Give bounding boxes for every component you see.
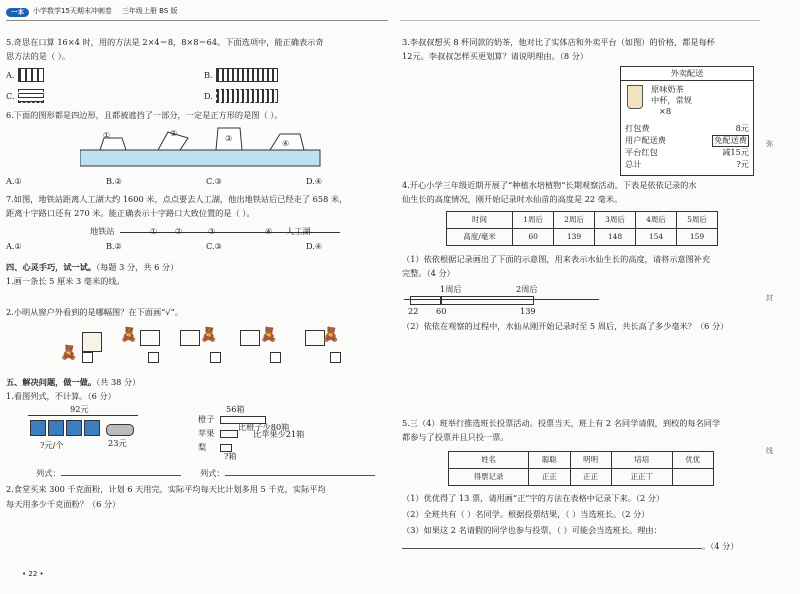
q5-options xyxy=(6,66,386,106)
bar-apple-label: 苹果 xyxy=(198,428,215,438)
segment-2 xyxy=(440,296,534,305)
q6-opt-b: B.② xyxy=(106,176,122,186)
q5-grid-b xyxy=(216,68,278,82)
sec4-note: （每题 3 分，共 6 分） xyxy=(96,262,179,272)
q5-opt-d: D. xyxy=(204,91,213,101)
header-rule-right xyxy=(400,20,760,21)
q5-text-2: 思方法的是（ ）。 xyxy=(6,51,71,61)
sec5-q2-text-1: 2.食堂买来 300 千克面粉，计划 6 天用完，实际平均每天比计划多用 5 千克，实际平均 xyxy=(6,484,326,494)
page-header xyxy=(6,6,178,18)
q7-number-line xyxy=(90,224,390,244)
cell: 时间 xyxy=(447,212,513,229)
fee-row xyxy=(625,123,749,135)
fee-row xyxy=(625,159,749,171)
delivery-card xyxy=(620,66,754,176)
teddy-bear-icon: 🧸 xyxy=(60,345,78,361)
growth-line-diagram xyxy=(404,284,604,320)
vote-table xyxy=(448,451,714,486)
r3-text-1: 3.李叔叔想买 8 杯同款的奶茶，他对比了实体店和外卖平台（如图）的价格，都是每杯 xyxy=(402,37,715,47)
fee-key: 平台红包 xyxy=(625,147,658,157)
cell: 60 xyxy=(513,229,554,246)
sec5-q1-figure-1 xyxy=(20,404,150,456)
cell: 姓名 xyxy=(449,452,529,469)
cell: 培培 xyxy=(611,452,672,469)
q7-mark-4: ④ xyxy=(265,226,273,236)
price-total-label: 92元 xyxy=(70,404,89,414)
q7-opt-a: A.① xyxy=(6,241,22,251)
q7-opt-c: C.③ xyxy=(206,241,222,251)
sec5-title: 五、解决问题，做一做。 xyxy=(6,377,97,387)
q6-label-1: ① xyxy=(103,130,111,140)
delivery-card-title: 外卖配送 xyxy=(621,67,753,81)
vote-table-row xyxy=(449,469,714,486)
formula-label-1: 列式： xyxy=(36,468,61,478)
line-label-week1: 1周后 xyxy=(440,284,462,294)
page-number: • 22 • xyxy=(22,570,44,578)
bar-apple xyxy=(220,430,238,438)
q7-opt-d: D.④ xyxy=(306,241,323,251)
r5-q1-text: （1）优优得了 13 票，请用画“正”字的方法在表格中记录下来。（2 分） xyxy=(402,493,665,503)
q6-cover-bar xyxy=(80,150,320,166)
q5-opt-c: C. xyxy=(6,91,15,101)
cell: 148 xyxy=(595,229,636,246)
formula-label-2: 列式： xyxy=(200,468,225,478)
cell: 正正丅 xyxy=(611,469,672,486)
q6-label-4: ④ xyxy=(282,138,290,148)
teddy-bear-front-icon: 🧸 xyxy=(322,327,340,343)
cell: 正正 xyxy=(529,469,570,486)
item-name: 原味奶茶 xyxy=(651,84,684,94)
q7-text-2: 距离十字路口还有 270 米。能正确表示十字路口大致位置的是（ ）。 xyxy=(6,208,255,218)
line-num-22: 22 xyxy=(408,306,419,316)
cell: 3周后 xyxy=(595,212,636,229)
cube-icon-1 xyxy=(30,420,46,436)
sec5-note: （共 38 分） xyxy=(96,377,141,387)
sec4-title: 四、心灵手巧，试一试。 xyxy=(6,262,97,272)
q6-text: 6.下面的图形都是四边形，且都被遮挡了一部分，一定是正方形的是图（ ）。 xyxy=(6,110,283,120)
segment-1 xyxy=(410,296,442,305)
sec5-heading xyxy=(6,377,140,388)
formula-1 xyxy=(36,468,181,479)
r5-q3-text: （3）如果这 2 名请假的同学也参与投票，（ ）可能会当选班长。理由： xyxy=(402,525,662,535)
sec5-q2-text-2: 每天用多少千克面粉？（6 分） xyxy=(6,499,121,509)
answer-box-1[interactable] xyxy=(82,352,93,363)
q6-opt-c: C.③ xyxy=(206,176,222,186)
cell: 明明 xyxy=(570,452,611,469)
cell: 2周后 xyxy=(554,212,595,229)
axis-line xyxy=(404,299,599,300)
item-spec: 中杯，常规 xyxy=(651,95,692,105)
book-grade: 三年级上册 BS 版 xyxy=(121,7,178,16)
price-car-label: 23元 xyxy=(108,438,127,448)
toy-car-icon xyxy=(106,424,134,436)
cube-icon-4 xyxy=(84,420,100,436)
formula-answer-1[interactable] xyxy=(61,475,181,476)
r5-q3-answer xyxy=(402,541,738,552)
cell: 139 xyxy=(554,229,595,246)
r5-text-2: 都参与了投票并且只投一票。 xyxy=(402,432,509,442)
fee-row xyxy=(625,147,749,159)
q6-figure xyxy=(80,124,340,174)
q5-opt-a: A. xyxy=(6,70,15,80)
vote-answer-cell[interactable] xyxy=(672,469,713,486)
window-scene-icon xyxy=(82,332,102,352)
q5-opt-b: B. xyxy=(204,70,213,80)
margin-label-1: 弥 xyxy=(766,140,773,148)
item-qty: ×8 xyxy=(659,106,672,116)
answer-box-5[interactable] xyxy=(330,352,341,363)
cell: 正正 xyxy=(570,469,611,486)
sec5-q1: 1.看图列式，不计算。（6 分） xyxy=(6,391,116,401)
cell: 4周后 xyxy=(636,212,677,229)
fee-row xyxy=(625,135,749,147)
teddy-bear-side-icon: 🧸 xyxy=(200,327,218,343)
sec4-q2: 2.小明从窗户外看到的是哪幅图？在下面画“√”。 xyxy=(6,307,183,317)
fee-value: 免配送费 xyxy=(714,135,747,145)
price-unit-label: ?元/个 xyxy=(40,440,64,450)
margin-label-3: 线 xyxy=(766,447,773,455)
line-num-60: 60 xyxy=(436,306,447,316)
r3-text-2: 12元。李叔叔怎样买更划算？请说明理由。（8 分） xyxy=(402,51,589,61)
formula-2 xyxy=(200,468,375,479)
milk-tea-icon xyxy=(627,85,643,109)
cell: 得票记录 xyxy=(449,469,529,486)
series-logo: 一本 xyxy=(6,8,29,17)
teddy-bear-side-icon-2: 🧸 xyxy=(260,327,278,343)
r5-text-1: 5.三（4）班举行推选班长投票活动。投票当天，班上有 2 名同学请假，到校的每名同学 xyxy=(402,418,721,428)
cell: 1周后 xyxy=(513,212,554,229)
growth-table-header xyxy=(447,212,718,229)
bar-pear-label: 梨 xyxy=(198,442,207,452)
cell: 优优 xyxy=(672,452,713,469)
r4-text-2: 仙生长的高度情况，刚开始记录时水仙苗的高度是 22 毫米。 xyxy=(402,194,623,204)
answer-box-4[interactable] xyxy=(270,352,281,363)
q5-grid-a xyxy=(18,68,44,82)
q7-right-label: 人工湖 xyxy=(286,226,311,236)
fee-value: 8元 xyxy=(735,123,749,133)
line-num-139: 139 xyxy=(520,306,536,316)
table-icon xyxy=(140,330,160,346)
margin-label-2: 封 xyxy=(766,294,773,302)
q6-opt-d: D.④ xyxy=(306,176,323,186)
q7-mark-3: ③ xyxy=(208,226,216,236)
fee-key: 总计 xyxy=(625,159,642,169)
sec4-heading xyxy=(6,262,178,273)
sec5-q1-figure-2 xyxy=(198,404,378,460)
fee-value: ?元 xyxy=(736,159,749,169)
q7-mark-1: ① xyxy=(150,226,158,236)
q7-left-label: 地铁站 xyxy=(90,226,115,236)
growth-table xyxy=(446,211,718,246)
bar-less21-label: 比苹果少21箱 xyxy=(253,429,305,439)
sec4-q1: 1.画一条长 5 厘米 3 毫米的线。 xyxy=(6,276,125,286)
q6-opt-a: A.① xyxy=(6,176,22,186)
q7-mark-2: ② xyxy=(175,226,183,236)
cell: 159 xyxy=(676,229,717,246)
line-label-week2: 2周后 xyxy=(516,284,538,294)
bar-less80-label: 比橙子少80箱 xyxy=(238,422,290,432)
q6-label-3: ③ xyxy=(225,133,233,143)
r5-q3-end: 。（4 分） xyxy=(702,541,739,551)
answer-box-3[interactable] xyxy=(210,352,221,363)
vote-table-header xyxy=(449,452,714,469)
r5-q2-text: （2）全班共有（ ）名同学。根据投票结果，（ ）当选班长。（2 分） xyxy=(402,509,650,519)
page-number-value: 22 xyxy=(28,570,38,578)
bar-q-label: ?箱 xyxy=(224,451,237,461)
formula-answer-2[interactable] xyxy=(225,475,375,476)
r4-q1-text-2: 完整。（4 分） xyxy=(402,268,455,278)
cell: 5周后 xyxy=(676,212,717,229)
sec4-q2-pictures xyxy=(60,322,350,372)
fee-list xyxy=(625,123,749,171)
q5-text-1: 5.奇思在口算 16×4 时，用的方法是 2×4＝8，8×8＝64。下面选项中，能正确表示奇 xyxy=(6,37,324,47)
q7-opt-b: B.② xyxy=(106,241,122,251)
growth-table-row xyxy=(447,229,718,246)
q5-grid-c xyxy=(18,89,44,103)
bar-orange-label: 橙子 xyxy=(198,414,215,424)
cell: 聪聪 xyxy=(529,452,570,469)
cell: 154 xyxy=(636,229,677,246)
r4-text-1: 4.开心小学三年级近期开展了“种植水培植物”长期观察活动。下表是依依记录的水 xyxy=(402,180,697,190)
q6-label-2: ② xyxy=(170,128,178,138)
book-title: 小学数学15天期末冲刺卷 xyxy=(33,7,112,16)
reason-answer-line[interactable] xyxy=(402,548,702,549)
teddy-bear-back-icon: 🧸 xyxy=(120,327,138,343)
cube-icon-2 xyxy=(48,420,64,436)
q7-text-1: 7.如图，地铁站距离人工湖大约 1600 米，点点要去人工湖，他出地铁站后已经走了 658 米， xyxy=(6,194,348,204)
r4-q2-text: （2）依依在观察的过程中，水仙从刚开始记录时至 5 周后，共长高了多少毫米？（6 分） xyxy=(402,321,729,331)
fee-key: 用户配送费 xyxy=(625,135,666,145)
header-rule xyxy=(6,20,388,21)
table-icon-2 xyxy=(180,330,200,346)
price-brace xyxy=(28,415,138,416)
table-icon-3 xyxy=(240,330,260,346)
cube-icon-3 xyxy=(66,420,82,436)
r4-q1-text-1: （1）依依根据记录画出了下面的示意图，用来表示水仙生长的高度，请将示意图补充 xyxy=(402,254,711,264)
fee-key: 打包费 xyxy=(625,123,650,133)
bar-56-label: 56箱 xyxy=(226,404,245,414)
fee-value: 减15元 xyxy=(722,147,749,157)
answer-box-2[interactable] xyxy=(148,352,159,363)
q5-grid-d xyxy=(216,89,278,103)
cell: 高度/毫米 xyxy=(447,229,513,246)
